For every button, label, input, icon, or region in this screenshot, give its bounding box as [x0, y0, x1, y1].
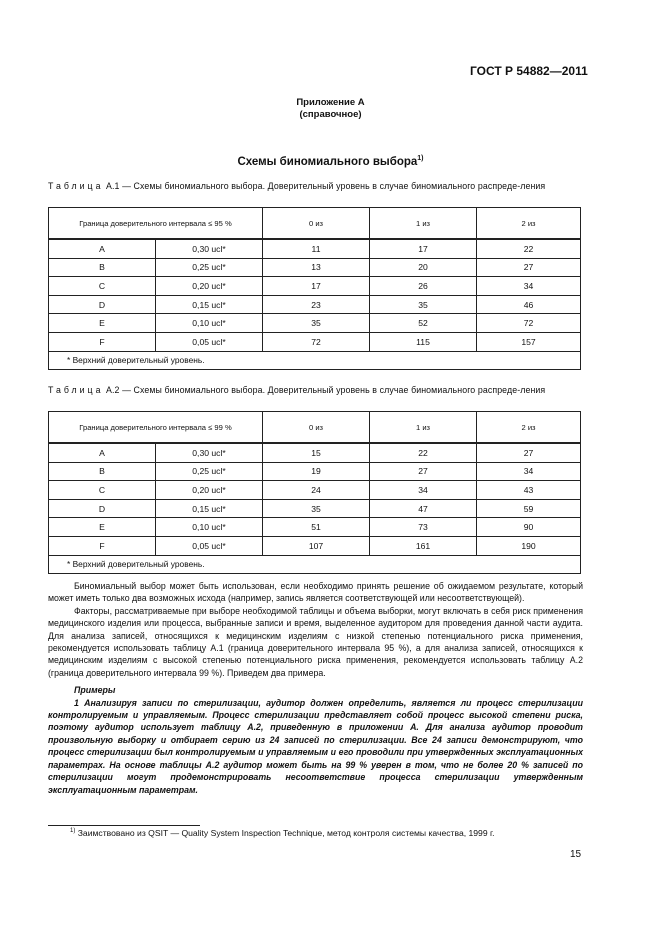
table-cell-plan: E: [49, 314, 156, 333]
paragraph: Биномиальный выбор может быть использован, если необходимо принять решение об ожидаемом результате, который может иметь только два возможных исхода (например, запись является соответствующей или несоответствующей).: [48, 581, 583, 604]
table-cell-ucl: 0,30 ucl*: [156, 443, 263, 462]
table-cell: 23: [263, 295, 370, 314]
table-row: [49, 443, 581, 462]
table-cell-plan: B: [49, 258, 156, 277]
table1-caption-text: А.1 — Схемы биномиального выбора. Доверительный уровень в случае биномиального распреде-ления: [103, 181, 546, 191]
table2-caption: [48, 385, 608, 396]
table-row: [49, 481, 581, 500]
table-cell: 13: [263, 258, 370, 277]
example-1-text: аудитор должен определить, является ли процесс стерилизации контролируемым и управляемым. Процесс стерилизации представляет собой процесс высокой степени риска, поэтому аудитор использует таблицу А.2, приведенную в приложении А. Для анализа аудитор проводит произвольную выборку и отбирает серию из 24 записей по стерилизации. Все 24 записи демонстрируют, что процесс стерилизации был контролируемым и управляемым и его проводили при утвержденных эксплуатационных параметрах. На основе таблицы А.2 аудитор может быть на 99 % уверен в том, что не более 20 % записей по стерилизации могут продемонстрировать несоответствие процесса стерилизации утвержденным эксплуатационным параметрам.: [48, 697, 583, 795]
table-cell: 59: [477, 499, 581, 518]
main-title: [0, 155, 661, 168]
table-row: [49, 277, 581, 296]
table-cell: 157: [477, 332, 581, 351]
table-row: [49, 462, 581, 481]
table-cell: 17: [370, 239, 477, 258]
table-cell: 47: [370, 499, 477, 518]
appendix-title: Приложение А: [296, 97, 365, 108]
table-cell: 90: [477, 518, 581, 537]
table-cell: 27: [477, 443, 581, 462]
page-number: 15: [570, 849, 582, 860]
table-row: [49, 314, 581, 333]
main-title-text: Схемы биномиального выбора: [237, 155, 418, 168]
table-cell: 46: [477, 295, 581, 314]
table-cell: 27: [477, 258, 581, 277]
table-row: [49, 536, 581, 555]
document-code: ГОСТ Р 54882—2011: [470, 64, 588, 78]
table-cell-plan: D: [49, 295, 156, 314]
appendix-subtitle: (справочное): [299, 109, 362, 120]
table-cell: 107: [263, 536, 370, 555]
table-cell: 43: [477, 481, 581, 500]
table1-header-col: 2 из: [477, 208, 581, 240]
table-cell: 34: [370, 481, 477, 500]
table-cell: 73: [370, 518, 477, 537]
table1-caption-label: Таблица: [48, 181, 104, 191]
footnote-mark: 1): [70, 828, 76, 835]
table-cell-ucl: 0,25 ucl*: [156, 462, 263, 481]
table2-header-row: [49, 412, 581, 444]
footnote-divider: [48, 825, 200, 826]
table2-note: * Верхний доверительный уровень.: [49, 555, 581, 573]
table-cell-ucl: 0,10 ucl*: [156, 518, 263, 537]
table2-note-row: [49, 555, 581, 573]
footnote: [70, 828, 494, 838]
table-cell-ucl: 0,20 ucl*: [156, 481, 263, 500]
table-cell-ucl: 0,15 ucl*: [156, 499, 263, 518]
table1-note-row: [49, 351, 581, 369]
table1-header-col: 0 из: [263, 208, 370, 240]
table-cell: 34: [477, 462, 581, 481]
table-cell-plan: A: [49, 239, 156, 258]
table-row: [49, 295, 581, 314]
table2-header-col: 2 из: [477, 412, 581, 444]
table2-caption-text: А.2 — Схемы биномиального выбора. Доверительный уровень в случае биномиального распреде-ления: [103, 385, 546, 395]
table-cell-ucl: 0,05 ucl*: [156, 536, 263, 555]
table-cell: 35: [263, 499, 370, 518]
body-text: [48, 580, 583, 796]
table-cell: 22: [370, 443, 477, 462]
table-cell-plan: F: [49, 536, 156, 555]
table-row: [49, 518, 581, 537]
table-cell: 35: [370, 295, 477, 314]
table-cell: 34: [477, 277, 581, 296]
examples-label: Примеры: [74, 685, 116, 696]
table-row: [49, 499, 581, 518]
table-cell: 72: [477, 314, 581, 333]
table1: [48, 207, 581, 370]
table-cell-plan: B: [49, 462, 156, 481]
table-cell-ucl: 0,15 ucl*: [156, 295, 263, 314]
table-cell: 72: [263, 332, 370, 351]
table-cell-ucl: 0,10 ucl*: [156, 314, 263, 333]
table-cell: 27: [370, 462, 477, 481]
table-row: [49, 332, 581, 351]
table-cell-plan: F: [49, 332, 156, 351]
table-cell-plan: C: [49, 277, 156, 296]
table-cell-plan: E: [49, 518, 156, 537]
table-cell: 17: [263, 277, 370, 296]
table-cell-ucl: 0,05 ucl*: [156, 332, 263, 351]
footnote-ref: 1): [417, 155, 424, 162]
table-row: [49, 239, 581, 258]
table2-caption-label: Таблица: [48, 385, 104, 395]
table-cell-plan: A: [49, 443, 156, 462]
table2: [48, 411, 581, 574]
table-cell: 26: [370, 277, 477, 296]
table-cell: 52: [370, 314, 477, 333]
table-cell: 190: [477, 536, 581, 555]
table-cell: 11: [263, 239, 370, 258]
appendix-heading: [0, 97, 661, 121]
example-1-label: 1 Анализируя записи по стерилизации,: [74, 697, 261, 708]
table-cell: 35: [263, 314, 370, 333]
table-cell: 22: [477, 239, 581, 258]
table-cell: 51: [263, 518, 370, 537]
example-1: [48, 697, 583, 796]
table2-header-col: 1 из: [370, 412, 477, 444]
table-cell-plan: C: [49, 481, 156, 500]
table-cell: 15: [263, 443, 370, 462]
table-cell: 161: [370, 536, 477, 555]
table-row: [49, 258, 581, 277]
table-cell-plan: D: [49, 499, 156, 518]
table1-note: * Верхний доверительный уровень.: [49, 351, 581, 369]
footnote-text: Заимствовано из QSIT — Quality System Inspection Technique, метод контроля системы качества, 1999 г.: [77, 828, 495, 838]
table1-header-row: [49, 208, 581, 240]
table-cell: 115: [370, 332, 477, 351]
table1-caption: [48, 181, 608, 192]
paragraph: Факторы, рассматриваемые при выборе необходимой таблицы и объема выборки, могут включать в себя риск применения медицинского изделия или процесса, выбранные записи и время, выделенное аудитором для проведения данной части аудита. Для анализа записей, относящихся к медицинским изделиям с низкой степенью потенциального риска применения, рекомендуется использовать таблицу А.1 (граница доверительного интервала 95 %), а для анализа записей, относящихся к медицинским изделиям с высокой степенью потенциального риска применения, рекомендуется использовать таблицу А.2 (граница доверительного интервала 99 %). Приведем два примера.: [48, 605, 583, 678]
table-cell-ucl: 0,20 ucl*: [156, 277, 263, 296]
table-cell-ucl: 0,30 ucl*: [156, 239, 263, 258]
table1-header-col: 1 из: [370, 208, 477, 240]
table-cell: 20: [370, 258, 477, 277]
table-cell-ucl: 0,25 ucl*: [156, 258, 263, 277]
table1-header-interval: Граница доверительного интервала ≤ 95 %: [49, 208, 263, 240]
table-cell: 24: [263, 481, 370, 500]
table-cell: 19: [263, 462, 370, 481]
table2-header-interval: Граница доверительного интервала ≤ 99 %: [49, 412, 263, 444]
table2-header-col: 0 из: [263, 412, 370, 444]
